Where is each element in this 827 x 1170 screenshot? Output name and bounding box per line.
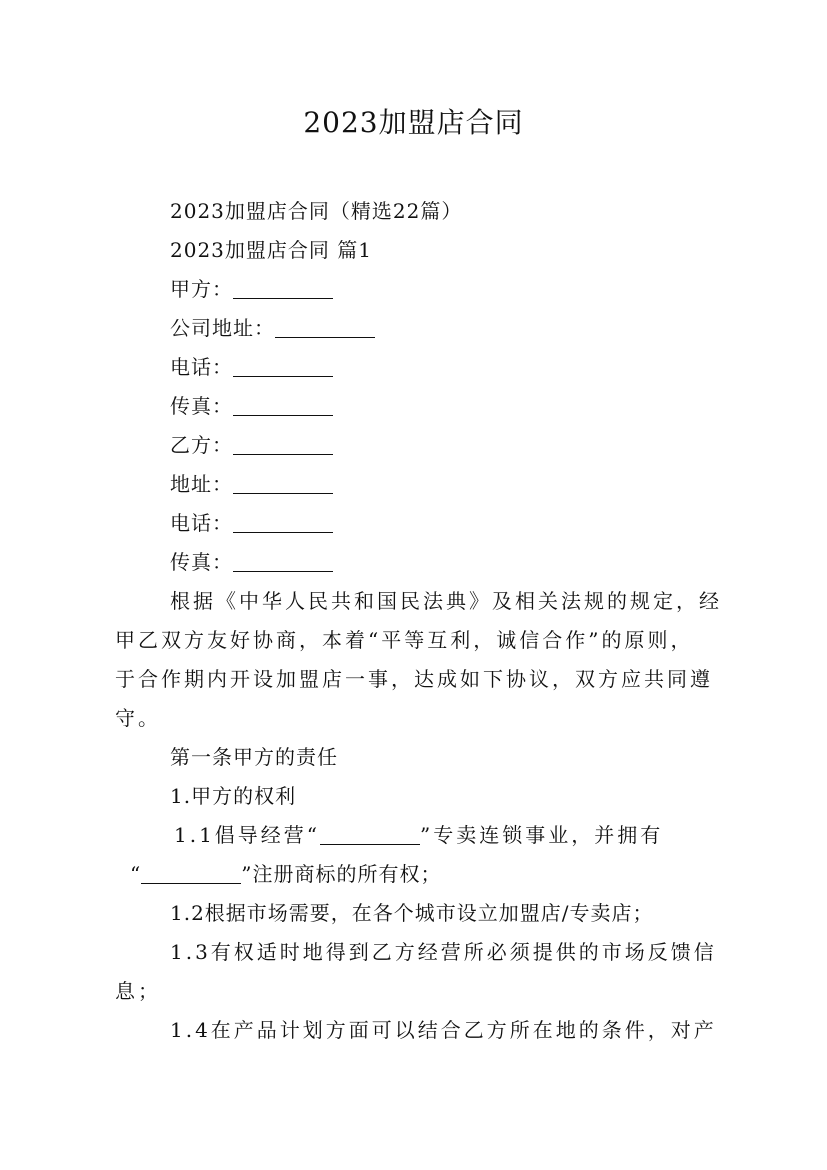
company-address-field [170,314,375,342]
party-b-phone-field [170,509,333,537]
blank-line [233,551,333,572]
article-heading: 第一条甲方的责任 [170,745,338,769]
blank-line [233,395,333,416]
section-heading: 2023加盟店合同 篇1 [170,238,372,262]
clause-text: 1.1倡导经营“ [174,823,321,847]
blank-line [233,473,333,494]
field-label: 电话： [170,355,233,379]
field-label: 乙方： [170,433,233,457]
clause-1-2: 1.2根据市场需要，在各个城市设立加盟店/专卖店； [170,901,654,925]
clause-1-1-line-1 [174,821,663,849]
document-title: 2023加盟店合同 [303,106,524,139]
clause-1-1-line-2 [130,860,441,888]
clause-text: ”注册商标的所有权； [241,862,442,886]
field-label: 传真： [170,394,233,418]
blank-line [233,356,333,377]
field-label: 地址： [170,472,233,496]
intro-paragraph-line-1: 根据《中华人民共和国民法典》及相关法规的规定，经 [170,589,722,613]
field-label: 公司地址： [170,316,275,340]
intro-paragraph-line-2: 甲乙双方友好协商，本着“平等互利，诚信合作”的原则， [115,628,694,652]
intro-paragraph-line-3: 于合作期内开设加盟店一事，达成如下协议，双方应共同遵 [115,667,713,691]
party-b-address-field [170,470,333,498]
blank-line [233,434,333,455]
blank-line [320,824,420,845]
party-b-field [170,431,333,459]
blank-line [233,512,333,533]
blank-line [275,317,375,338]
clause-1-4-line-1: 1.4在产品计划方面可以结合乙方所在地的条件，对产 [170,1018,717,1042]
party-a-phone-field [170,353,333,381]
clause-text: “ [130,862,142,886]
clause-text: ”专卖连锁事业，并拥有 [420,823,664,847]
clause-1-3-line-1: 1.3有权适时地得到乙方经营所必须提供的市场反馈信 [170,940,717,964]
blank-line [141,863,241,884]
party-a-field [170,275,333,303]
field-label: 电话： [170,511,233,535]
field-label: 甲方： [170,277,233,301]
party-b-fax-field [170,548,333,576]
blank-line [233,278,333,299]
party-a-fax-field [170,392,333,420]
intro-paragraph-line-4: 守。 [115,706,161,730]
clause-1-3-line-2: 息； [115,979,161,1003]
clause-heading: 1.甲方的权利 [170,784,297,808]
field-label: 传真： [170,550,233,574]
document-subtitle: 2023加盟店合同（精选22篇） [170,199,463,223]
